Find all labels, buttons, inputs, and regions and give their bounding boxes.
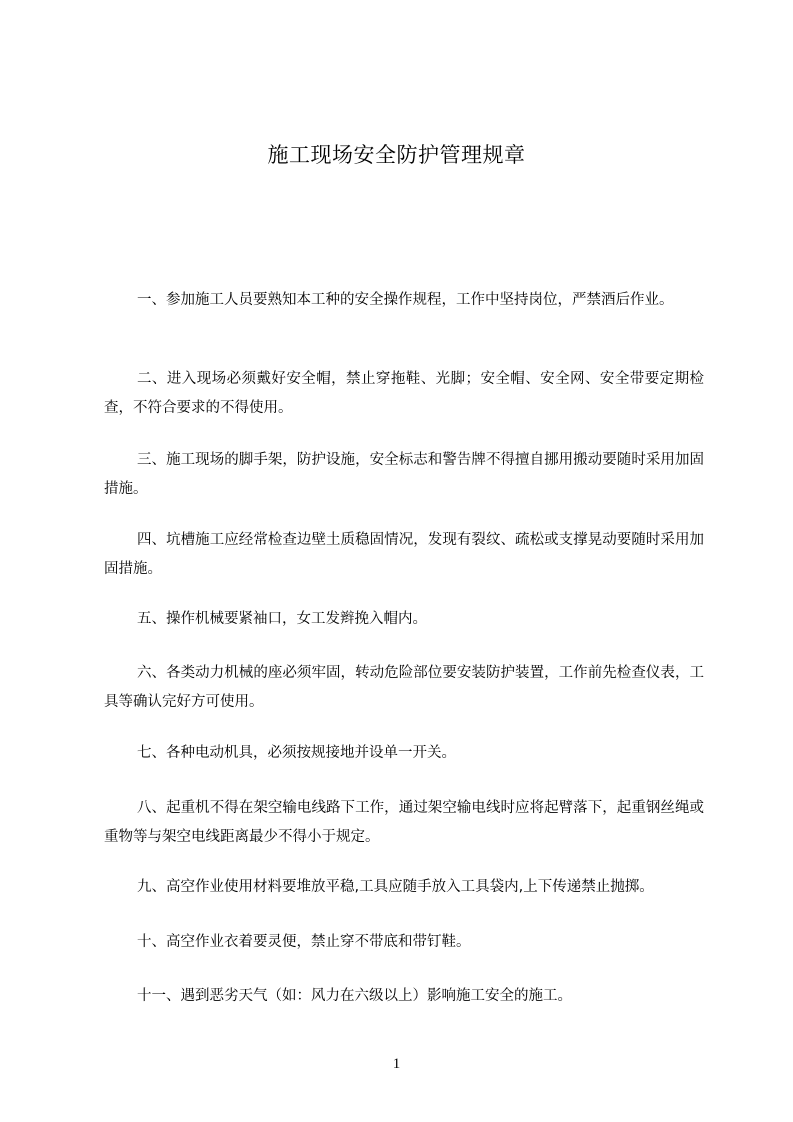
- paragraph-7: 七、各种电动机具，必须按规接地并设单一开关。: [137, 745, 456, 761]
- paragraph-4: 四、坑槽施工应经常检查边壁土质稳固情况，发现有裂纹、疏松或支撑晃动要随时采用加固措施。: [104, 532, 704, 577]
- document-title: 施工现场安全防护管理规章: [267, 143, 526, 167]
- paragraph-11: 十一、遇到恶劣天气（如：风力在六级以上）影响施工安全的施工。: [137, 988, 572, 1004]
- paragraph-8: 八、起重机不得在架空输电线路下工作，通过架空输电线时应将起臂落下，起重钢丝绳或重物等与架空电线距离最少不得小于规定。: [104, 800, 704, 845]
- paragraph-3: 三、施工现场的脚手架，防护设施，安全标志和警告牌不得擅自挪用搬动要随时采用加固措施。: [104, 452, 704, 497]
- paragraph-9: 九、高空作业使用材料要堆放平稳,工具应随手放入工具袋内,上下传递禁止抛掷。: [137, 879, 654, 895]
- paragraph-1: 一、参加施工人员要熟知本工种的安全操作规程，工作中坚持岗位，严禁酒后作业。: [137, 292, 674, 308]
- paragraph-6: 六、各类动力机械的座必须牢固，转动危险部位要安装防护装置，工作前先检查仪表，工具等确认完好方可使用。: [104, 665, 704, 710]
- page-number: 1: [392, 1056, 401, 1072]
- paragraph-5: 五、操作机械要紧袖口，女工发辫挽入帽内。: [137, 611, 427, 627]
- paragraph-10: 十、高空作业衣着要灵便，禁止穿不带底和带钉鞋。: [137, 934, 471, 950]
- paragraph-2: 二、进入现场必须戴好安全帽，禁止穿拖鞋、光脚；安全帽、安全网、安全带要定期检查，不符合要求的不得使用。: [104, 371, 704, 416]
